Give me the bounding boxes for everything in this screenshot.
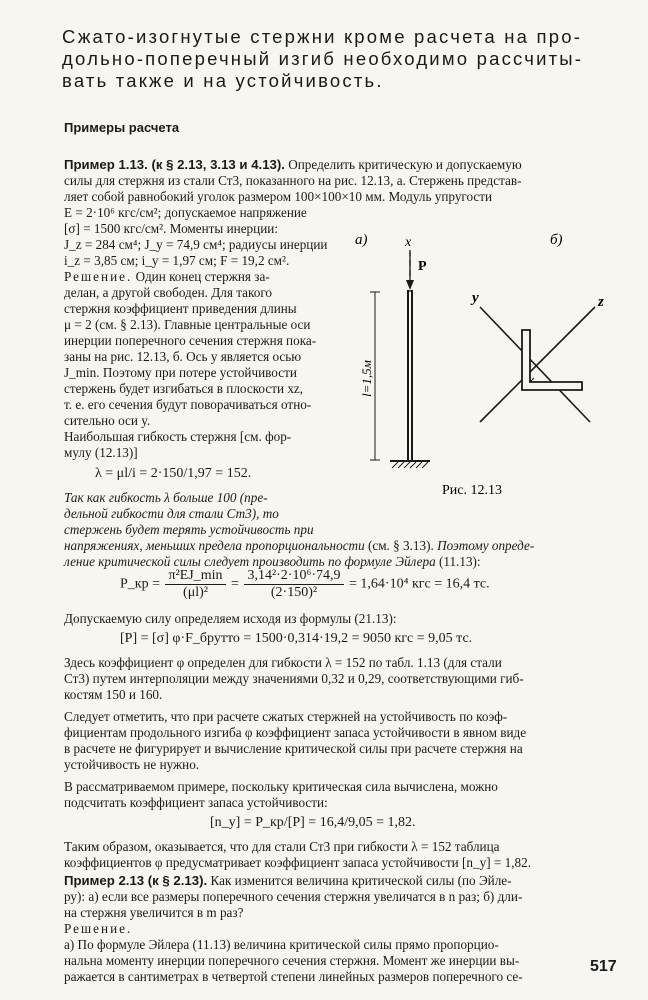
example1-line7: i_z = 3,85 см; i_y = 1,97 см; F = 19,2 см². — [64, 253, 290, 268]
page-number: 517 — [590, 958, 617, 975]
fraction: $\frac{\text{3,14²·2·10⁶·74,9}}{\text{(2·150)²}}$ — [244, 568, 343, 601]
axis-z-label: z — [598, 294, 604, 310]
note-line: устойчивость не нужно. — [64, 757, 200, 772]
intro-paragraph — [62, 26, 618, 92]
example2-solution-line: а) По формуле Эйлера (11.13) величина критической силы прямо пропорцио- — [64, 937, 499, 952]
euler-formula: P_кр = $\frac{\text{π²EJ\_min}}{\text{(μl)²}}$ = $\frac{\text{3,14²·2·10⁶·74,9}}{\text{(2·150)²}}$ = 1,64·10⁴ кгс = 16,4 тс. — [120, 568, 490, 600]
intro-line: вать также и на устойчивость. — [62, 70, 384, 91]
italic-line: дельной гибкости для стали Ст3), то — [64, 506, 279, 521]
column-line: сительно оси y. — [64, 413, 151, 428]
force-label: P — [418, 259, 427, 274]
phi-line: Здесь коэффициент φ определен для гибкости λ = 152 по табл. 1.13 (для стали — [64, 655, 502, 670]
example2-solution-line: нальна моменту инерции поперечного сечения стержня. Момент же инерции вы- — [64, 953, 520, 968]
column-line: инерции поперечного сечения стержня пока- — [64, 333, 317, 348]
example1-line5: [σ] = 1500 кгс/см². Моменты инерции: — [64, 221, 278, 236]
column-line: Наибольшая гибкость стержня [см. фор- — [64, 429, 292, 444]
column-line: делан, а другой свободен. Для такого — [64, 285, 272, 300]
example1-label: Пример 1.13. (к § 2.13, 3.13 и 4.13). — [64, 157, 285, 172]
phi-line: костям 150 и 160. — [64, 687, 163, 702]
lambda-formula: λ = μl/i = 2·150/1,97 = 152. — [95, 466, 252, 481]
column-line: J_min. Поэтому при потере устойчивости — [64, 365, 297, 380]
fraction: $\frac{\text{π²EJ\_min}}{\text{(μl)²}}$ — [165, 568, 225, 601]
conclusion-line: Таким образом, оказывается, что для стали Ст3 при гибкости λ = 152 таблица — [64, 839, 500, 854]
length-label: l=1,5м — [359, 360, 374, 397]
figure-label-a: а) — [355, 232, 368, 248]
italic-line: стержень будет терять устойчивость при — [64, 522, 314, 537]
example-line: В рассматриваемом примере, поскольку критическая сила вычислена, можно — [64, 779, 498, 794]
intro-line: Сжато-изогнутые стержни кроме расчета на про- — [62, 26, 583, 47]
example1-line4: E = 2·10⁶ кгс/см²; допускаемое напряжение — [64, 205, 307, 220]
figure-label-b: б) — [550, 232, 563, 248]
figure-12-13 — [350, 232, 620, 502]
example1-line2: силы для стержня из стали Ст3, показанного на рис. 12.13, а. Стержень представ- — [64, 173, 522, 188]
ny-formula: [n_y] = P_кр/[P] = 16,4/9,05 = 1,82. — [210, 815, 416, 830]
column-line: стержень будет изгибаться в плоскости xz, — [64, 381, 304, 396]
column-line: т. е. его сечения будут поворачиваться отно- — [64, 397, 312, 412]
allow-intro: Допускаемую силу определяем исходя из формулы (21.13): — [64, 611, 397, 626]
example2-line: ру): а) если все размеры поперечного сечения стержня увеличатся в n раз; б) дли- — [64, 889, 523, 904]
example2-label: Пример 2.13 (к § 2.13). — [64, 873, 208, 888]
axis-y-label: y — [472, 290, 479, 306]
allow-formula: [P] = [σ] φ·F_брутто = 1500·0,314·19,2 = 9050 кгс = 9,05 тс. — [120, 631, 473, 646]
column-line: заны на рис. 12.13, б. Ось y является осью — [64, 349, 302, 364]
intro-line: дольно-поперечный изгиб необходимо рассчиты- — [62, 48, 584, 69]
example1-line3: ляет собой равнобокий уголок размером 100×100×10 мм. Модуль упругости — [64, 189, 493, 204]
solution-line: Решение. Один конец стержня за- — [64, 269, 270, 284]
solution-word: Решение. — [64, 269, 133, 284]
example2-line1: Пример 2.13 (к § 2.13). Как изменится величина критической силы (по Эйле- — [64, 873, 512, 888]
column-line: μ = 2 (см. § 2.13). Главные центральные оси — [64, 317, 311, 332]
example2-solution-line: ражается в сантиметрах в четвертой степени линейных размеров поперечного се- — [64, 969, 523, 984]
full-line: напряжениях, меньших предела пропорциональности (см. § 3.13). Поэтому опреде- — [64, 538, 535, 553]
example-line: подсчитать коэффициент запаса устойчивости: — [64, 795, 328, 810]
example2-line: на стержня увеличится в m раз? — [64, 905, 244, 920]
full-line: ление критической силы следует производить по формуле Эйлера (11.13): — [64, 554, 481, 569]
section-heading: Примеры расчета — [64, 120, 180, 135]
column-line: мулу (12.13)] — [64, 445, 138, 460]
axis-x-label: x — [405, 235, 412, 250]
figure-caption: Рис. 12.13 — [442, 483, 502, 498]
conclusion-line: коэффициентов φ предусматривает коэффициент запаса устойчивости [n_y] = 1,82. — [64, 855, 532, 870]
italic-line: Так как гибкость λ больше 100 (пре- — [64, 490, 268, 505]
phi-line: Ст3) путем интерполяции между значениями 0,32 и 0,29, соответствующими гиб- — [64, 671, 524, 686]
column-line: стержня коэффициент приведения длины — [64, 301, 297, 316]
support-hatch — [392, 462, 428, 468]
note-line: Следует отметить, что при расчете сжатых стержней на устойчивость по коэф- — [64, 709, 508, 724]
force-arrow-head — [406, 280, 414, 290]
example1-line6: J_z = 284 см⁴; J_y = 74,9 см⁴; радиусы инерции — [64, 237, 328, 252]
example1-line1: Пример 1.13. (к § 2.13, 3.13 и 4.13). Определить критическую и допускаемую — [64, 157, 522, 172]
example2-solution: Решение. — [64, 921, 133, 936]
note-line: фициентам продольного изгиба φ коэффициент запаса устойчивости в явном виде — [64, 725, 527, 740]
note-line: в расчете не фигурирует и вычисление критической силы при расчете стержня на — [64, 741, 523, 756]
